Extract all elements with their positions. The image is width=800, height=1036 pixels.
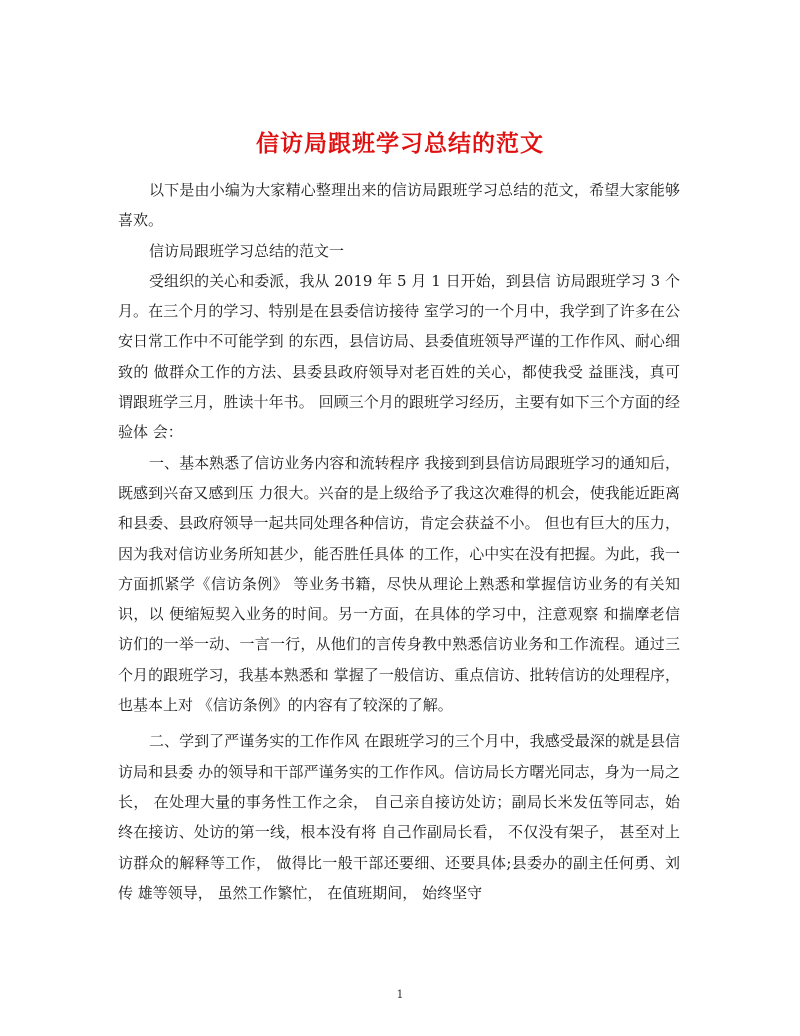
intro-paragraph: 以下是由小编为大家精心整理出来的信访局跟班学习总结的范文，希望大家能够喜欢。 xyxy=(118,181,680,230)
body-paragraph-3: 二、学到了严谨务实的工作作风 在跟班学习的三个月中，我感受最深的就是县信访局和县委 办的领导和干部严谨务实的工作作风。信访局长方曙光同志，身为一局之长， 在处理大量的事务性工作之余， 自己亲自接访处访；副局长米发伍等同志，始终在接访、处访的第一线，根本没有将 自己作副局长看， 不仅没有架子， 甚至对上访群众的解释等工作， 做得比一般干部还要细、还要具体;县委办的副主任何勇、刘传 雄等领导， 虽然工作繁忙， 在值班期间， 始终坚守 xyxy=(118,732,680,902)
document-body xyxy=(118,175,680,908)
section-heading: 信访局跟班学习总结的范文一 xyxy=(149,241,345,260)
document-title: 信访局跟班学习总结的范文 xyxy=(256,130,544,158)
body-paragraph-2: 一、基本熟悉了信访业务内容和流转程序 我接到到县信访局跟班学习的通知后，既感到兴奋又感到压 力很大。兴奋的是上级给予了我这次难得的机会，使我能近距离 和县委、县政府领导一起共同处理各种信访，肯定会获益不小。 但也有巨大的压力，因为我对信访业务所知甚少，能否胜任具体 的工作，心中实在没有把握。为此，我一方面抓紧学《信访条例》 等业务书籍，尽快从理论上熟悉和掌握信访业务的有关知识，以 便缩短契入业务的时间。另一方面，在具体的学习中，注意观察 和揣摩老信访们的一举一动、一言一行，从他们的言传身教中熟悉信访业务和工作流程。通过三个月的跟班学习，我基本熟悉和 掌握了一般信访、重点信访、批转信访的处理程序，也基本上对 《信访条例》的内容有了较深的了解。 xyxy=(118,453,680,715)
body-paragraph-1: 受组织的关心和委派，我从 2019 年 5 月 1 日开始，到县信 访局跟班学习 3 个月。在三个月的学习、特别是在县委信访接待 室学习的一个月中，我学到了许多在公安日常工作中不可能学到 的东西，县信访局、县委值班领导严谨的工作作风、耐心细致的 做群众工作的方法、县委县政府领导对老百姓的关心，都使我受 益匪浅，真可谓跟班学三月，胜读十年书。 回顾三个月的跟班学习经历，主要有如下三个方面的经验体 会： xyxy=(118,271,680,442)
page-number: 1 xyxy=(396,988,404,1001)
